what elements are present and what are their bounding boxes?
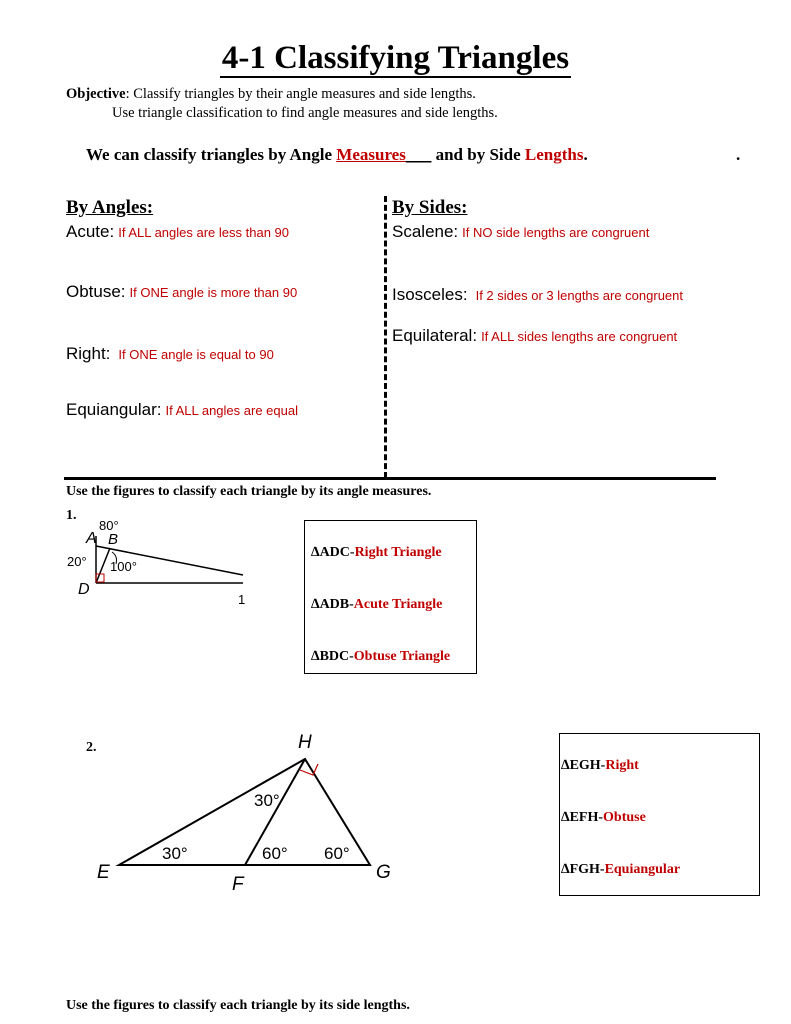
answer-efh: ∆EFH-Obtuse	[561, 810, 646, 825]
problem-1-number: 1.	[66, 508, 77, 523]
blank-lengths: Lengths	[524, 145, 584, 164]
label-20: 20°	[67, 554, 87, 569]
side-scalene-row: Scalene: If NO side lengths are congruent	[392, 222, 650, 241]
by-sides-heading: By Sides:	[392, 197, 468, 218]
column-divider	[384, 196, 387, 478]
blank-measures: Measures	[336, 145, 406, 164]
label-80: 80°	[99, 518, 119, 533]
angle-acute-row: Acute: If ALL angles are less than 90	[66, 222, 290, 241]
answer-bdc: ∆BDC-Obtuse Triangle	[311, 649, 451, 664]
classification-statement: We can classify triangles by Angle Measures___ and by Side Lengths.	[86, 145, 588, 164]
objective-line-2: Use triangle classification to find angle measures and side lengths.	[112, 105, 498, 121]
label-a: A	[86, 530, 97, 547]
label-e: E	[97, 862, 110, 883]
objective-label: Objective	[66, 86, 126, 102]
angle-instruction: Use the figures to classify each triangle by its angle measures.	[66, 484, 432, 499]
angle-right-row: Right: If ONE angle is equal to 90	[66, 344, 274, 363]
label-30-e: 30°	[162, 844, 188, 863]
side-instruction: Use the figures to classify each triangle by its side lengths.	[66, 998, 410, 1013]
label-d: D	[78, 581, 90, 598]
label-100: 100°	[110, 559, 137, 574]
page-title: 4-1 Classifying Triangles	[221, 40, 570, 76]
problem-1-figure	[62, 512, 252, 608]
answer-fgh: ∆FGH-Equiangular	[561, 862, 681, 877]
side-isosceles-row: Isosceles: If 2 sides or 3 lengths are congruent	[392, 285, 683, 304]
problem-2-answer-box	[559, 733, 760, 896]
label-60-g: 60°	[324, 844, 350, 863]
angle-obtuse-row: Obtuse: If ONE angle is more than 90	[66, 282, 298, 301]
label-b: B	[108, 531, 119, 548]
label-f: F	[232, 874, 244, 895]
label-c-end: 1	[238, 592, 246, 607]
answer-adc: ∆ADC-Right Triangle	[311, 545, 442, 560]
angle-equiangular-row: Equiangular: If ALL angles are equal	[66, 400, 298, 419]
problem-2-figure	[90, 726, 410, 896]
objective-line-1: Objective: Classify triangles by their angle measures and side lengths.	[66, 86, 476, 102]
label-60-f: 60°	[262, 844, 288, 863]
label-h: H	[298, 732, 312, 753]
by-angles-heading: By Angles:	[66, 197, 154, 218]
answer-adb: ∆ADB-Acute Triangle	[311, 597, 443, 612]
answer-egh: ∆EGH-Right	[561, 758, 639, 773]
problem-2-number: 2.	[86, 740, 97, 755]
trailing-period: .	[736, 145, 741, 164]
side-equilateral-row: Equilateral: If ALL sides lengths are congruent	[392, 326, 678, 345]
problem-1-answer-box	[304, 520, 477, 674]
label-g: G	[376, 862, 391, 883]
section-divider	[64, 477, 716, 480]
label-30-top: 30°	[254, 791, 280, 810]
